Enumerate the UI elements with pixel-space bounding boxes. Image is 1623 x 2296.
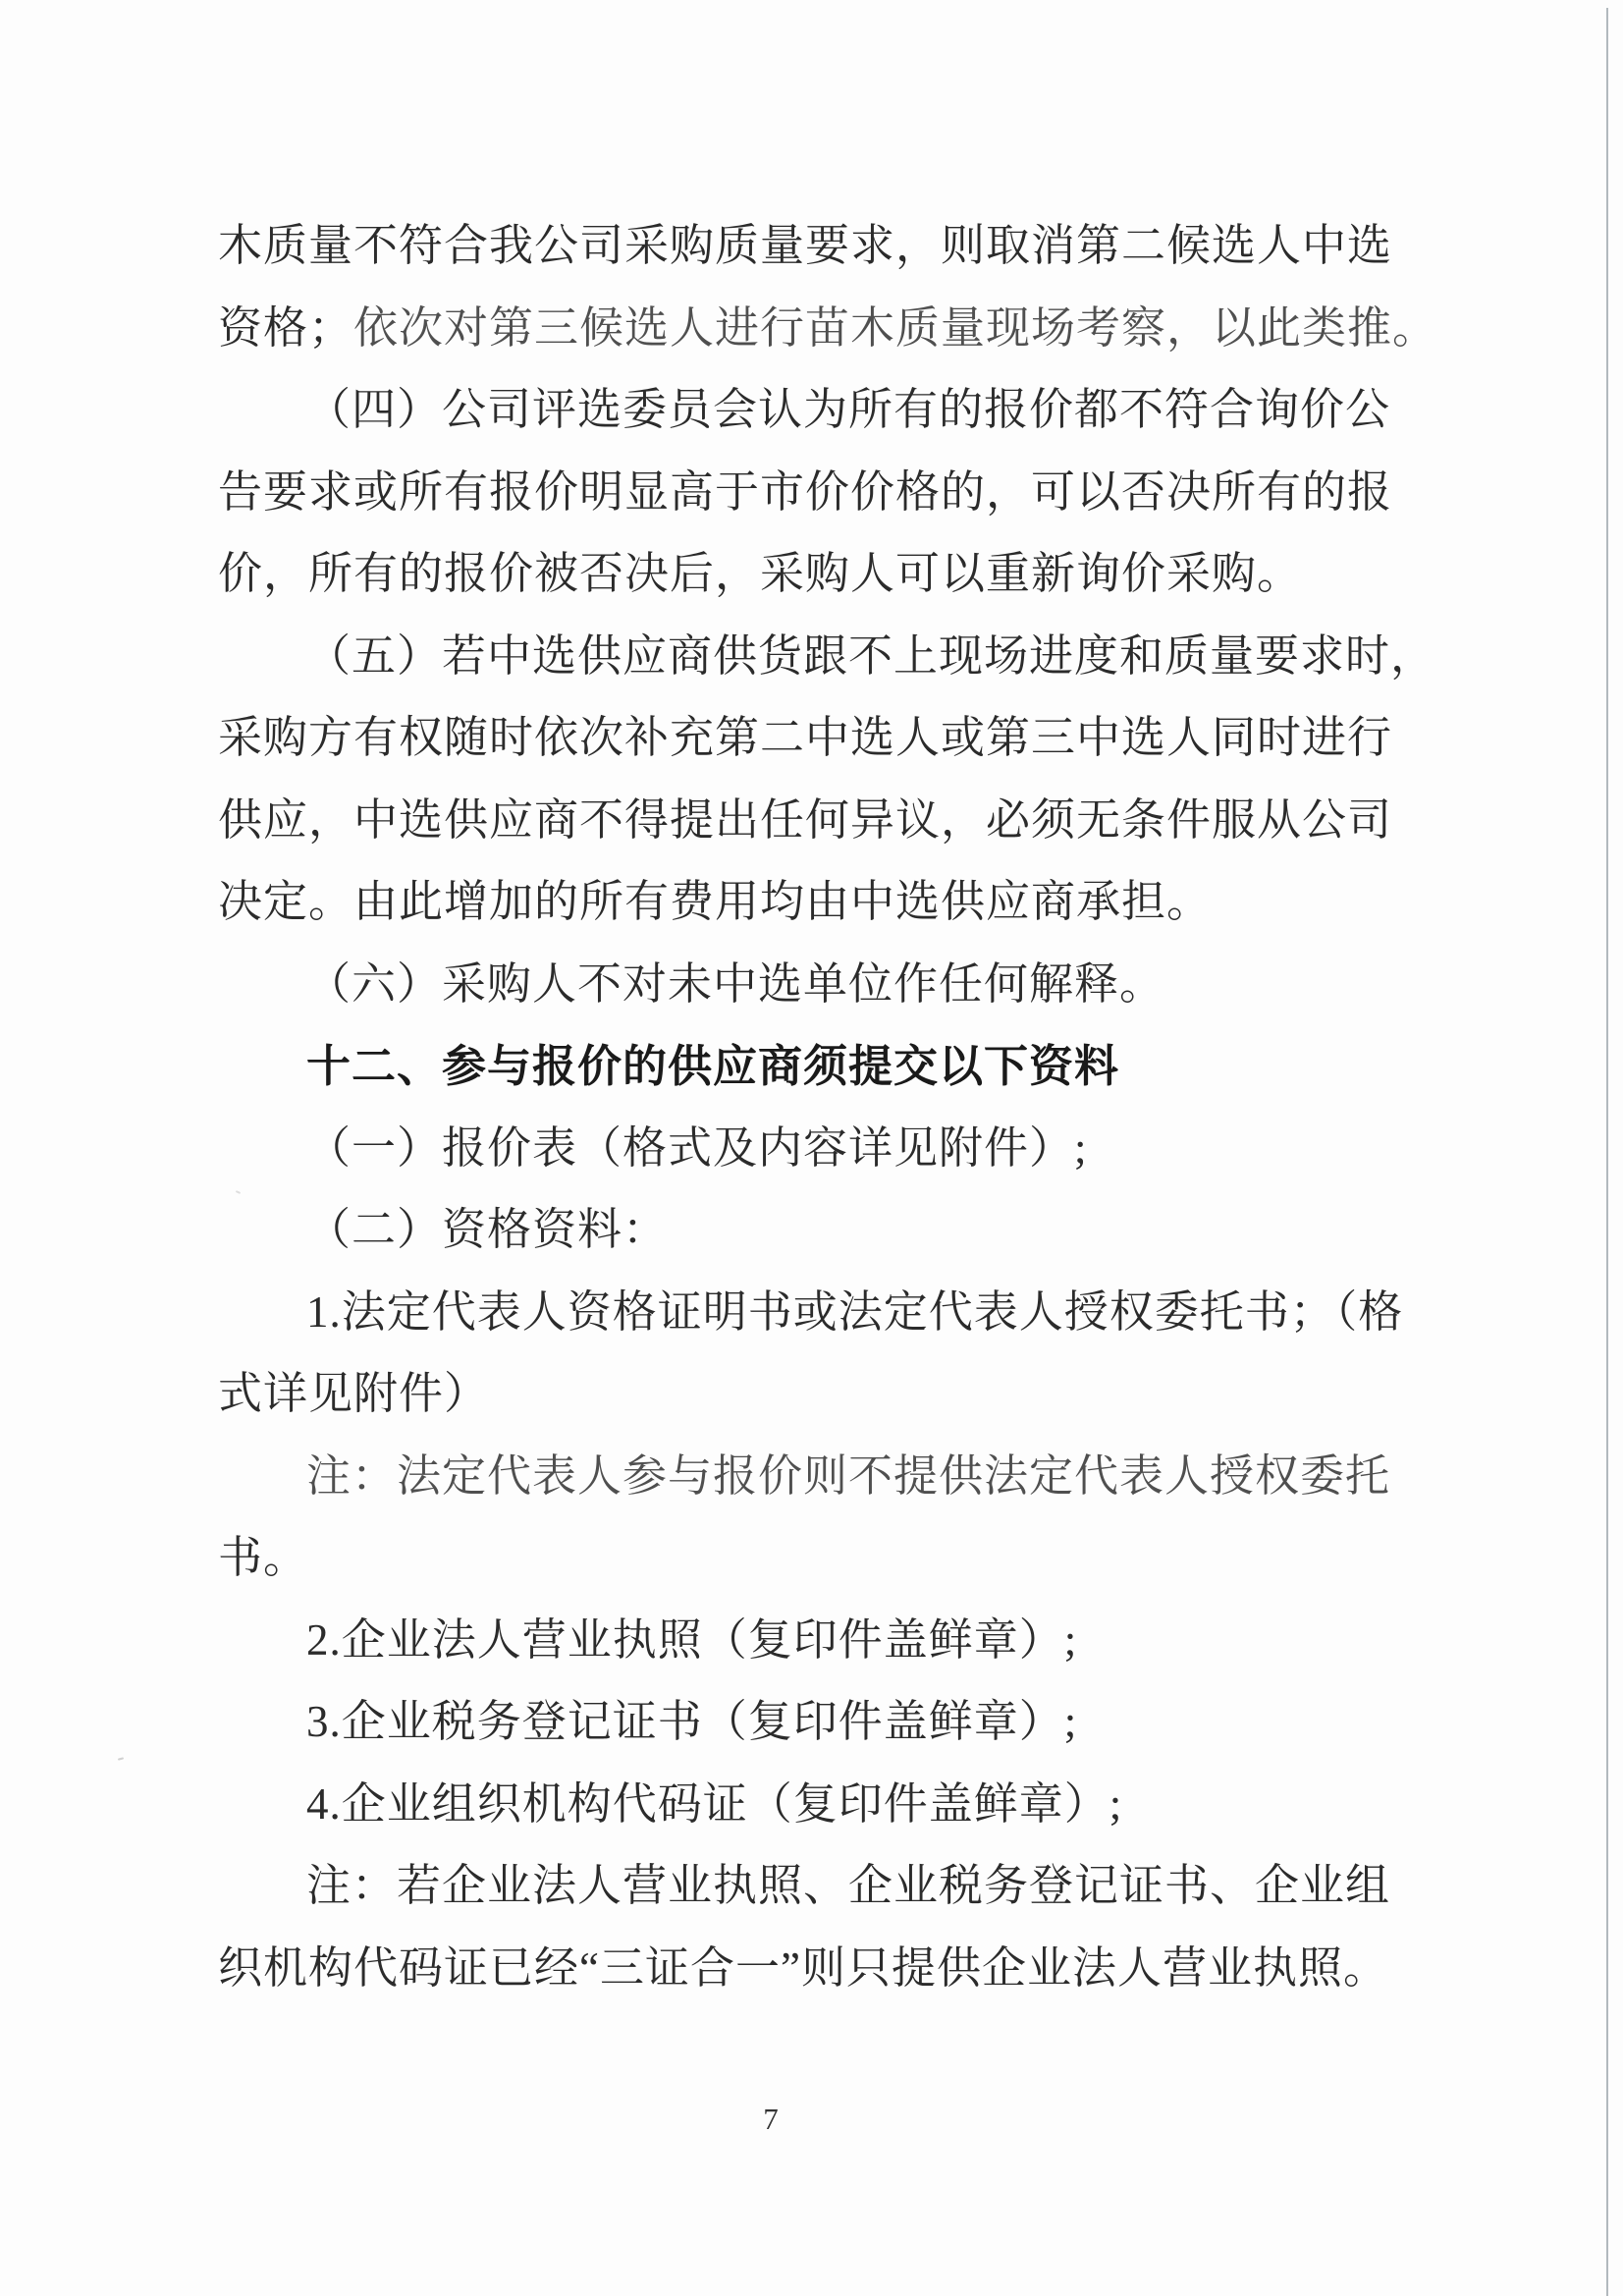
text-run: （四）公司评选委员会认为所有的报价都不符合询价公 xyxy=(306,385,1391,434)
scan-speckle xyxy=(118,1757,124,1760)
text-line xyxy=(218,861,1475,944)
text-run: 十二、参与报价的供应商须提交以下资料 xyxy=(306,1041,1120,1091)
text-line xyxy=(218,288,1475,370)
text-line xyxy=(218,616,1475,698)
text-line xyxy=(218,1928,1475,2010)
text-line xyxy=(218,1353,1475,1436)
text-line xyxy=(218,1845,1475,1928)
text-line xyxy=(218,205,1475,288)
text-run: 资格； xyxy=(218,302,354,353)
text-run: 注：若企业法人营业执照、企业税务登记证书、企业组 xyxy=(306,1861,1391,1910)
text-line xyxy=(218,780,1475,862)
text-run: 书。 xyxy=(218,1533,309,1582)
text-run: 4.企业组织机构代码证（复印件盖鲜章）; xyxy=(306,1778,1123,1829)
text-line xyxy=(218,533,1475,616)
text-run: 2.企业法人营业执照（复印件盖鲜章）; xyxy=(306,1614,1078,1665)
text-line xyxy=(218,369,1475,452)
text-line xyxy=(218,1681,1475,1764)
text-line xyxy=(218,1600,1475,1682)
text-run: （二）资格资料： xyxy=(306,1205,669,1254)
scan-artifact-line xyxy=(1606,8,1608,2296)
text-line xyxy=(218,944,1475,1026)
text-run: 织机构代码证已经“三证合一”则只提供企业法人营业执照。 xyxy=(218,1942,1388,1993)
text-line xyxy=(218,1764,1475,1846)
text-run: 供应，中选供应商不得提出任何异议，必须无条件服从公司 xyxy=(218,794,1393,845)
text-line xyxy=(218,452,1475,534)
text-run: 价，所有的报价被否决后，采购人可以重新询价采购。 xyxy=(218,549,1303,598)
text-run: 注：法定代表人参与报价则不提供法定代表人授权委托 xyxy=(306,1450,1391,1501)
text-run: 依次对第三候选人进行苗木质量现场考察，以此类推。 xyxy=(353,302,1438,353)
text-line xyxy=(218,1517,1475,1600)
section-heading-line xyxy=(218,1025,1475,1108)
text-run: 木质量不符合我公司采购质量要求，则取消第二候选人中选 xyxy=(218,221,1393,270)
document-text-block xyxy=(218,205,1475,2009)
text-line xyxy=(218,1108,1475,1190)
text-run: （六）采购人不对未中选单位作任何解释。 xyxy=(306,958,1165,1009)
page-number: 7 xyxy=(763,2102,779,2136)
text-run: （一）报价表（格式及内容详见附件）; xyxy=(306,1122,1088,1173)
text-run: 式详见附件） xyxy=(218,1369,490,1418)
text-run: 3.企业税务登记证书（复印件盖鲜章）; xyxy=(306,1697,1078,1746)
text-run: （五）若中选供应商供货跟不上现场进度和质量要求时， xyxy=(306,630,1436,681)
text-line xyxy=(218,1272,1475,1354)
text-line xyxy=(218,697,1475,780)
text-run: 告要求或所有报价明显高于市价价格的，可以否决所有的报 xyxy=(218,466,1393,517)
text-run: 采购方有权随时依次补充第二中选人或第三中选人同时进行 xyxy=(218,713,1393,762)
text-line xyxy=(218,1436,1475,1518)
text-line xyxy=(218,1189,1475,1272)
text-run: 1.法定代表人资格证明书或法定代表人授权委托书；（格 xyxy=(306,1286,1404,1337)
text-run: 决定。由此增加的所有费用均由中选供应商承担。 xyxy=(218,877,1213,926)
